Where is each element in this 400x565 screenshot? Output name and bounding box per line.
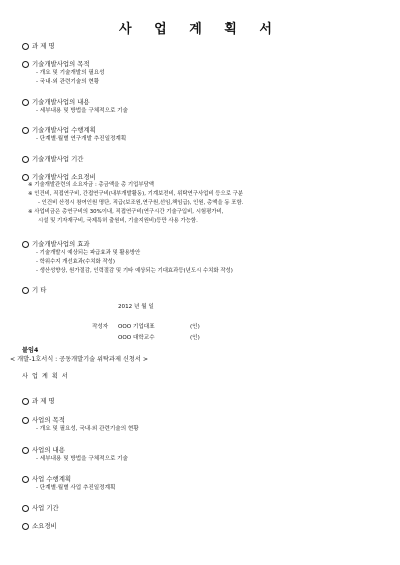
plan2-item: - 단계별·월별 사업 추진일정계획 [36, 485, 116, 491]
attachment-note: < 개발-1호서식 : 공동개발기술 위탁과제 신청서 > [10, 356, 149, 363]
circle-bullet-icon [22, 505, 29, 512]
circle-bullet-icon [22, 156, 29, 163]
circle-bullet-icon [22, 99, 29, 106]
circle-bullet-icon [22, 174, 29, 181]
circle-bullet-icon [22, 287, 29, 294]
cost-line: ※ 기술개발관련의 소요자금 : 총금액을 총 기업부담액 [28, 182, 154, 188]
circle-bullet-icon [22, 523, 29, 530]
plan-item: - 단계별·월별 연구개발 추진일정계획 [36, 136, 127, 142]
section2-purpose: 사업의 목적 [22, 416, 65, 424]
date-line: 2012 년 월 일 [118, 304, 154, 310]
cost-line: ※ 사업비금은 총연구비의 30%이내, 직접연구비(연구시간 기술구입비, 시험평가비, [28, 209, 224, 215]
document-title: 사 업 계 획 서 [119, 22, 281, 37]
circle-bullet-icon [22, 398, 29, 405]
circle-bullet-icon [22, 127, 29, 134]
attachment-label: 붙임4 [22, 347, 39, 354]
effect-line: - 학위수지 개선효과(수치화 작성) [36, 259, 115, 265]
second-title: 사 업 계 획 서 [22, 373, 69, 380]
signer-name: OOO 대학교수 [118, 335, 155, 341]
circle-bullet-icon [22, 447, 29, 454]
seal-mark: (인) [190, 335, 200, 341]
circle-bullet-icon [22, 43, 29, 50]
section-purpose: 기술개발사업의 목적 [22, 60, 90, 68]
section2-plan: 사업 수행계획 [22, 475, 71, 483]
cost-line: ※ 인건비, 직접연구비, 간접연구비(내부개발활동), 기계보전비, 위탁연구사업비 등으로 구분 [28, 191, 244, 197]
effect-line: - 생산성향상, 원가절감, 인력절감 및 기타 예상되는 기대효과등(년도시 수치화 작성) [36, 268, 233, 274]
section-effect: 기술개발사업의 효과 [22, 240, 90, 248]
section2-cost: 소요경비 [22, 522, 57, 530]
section-content: 기술개발사업의 내용 [22, 98, 90, 106]
section-project-name: 과 제 명 [22, 42, 55, 50]
circle-bullet-icon [22, 241, 29, 248]
section-etc: 기 타 [22, 286, 46, 294]
effect-line: - 기술개발시 예상되는 파급효과 및 활용방안 [36, 250, 141, 256]
purpose-item: - 국내·외 관련기술의 현황 [36, 79, 100, 85]
cost-line: - 인건비 산정시 참여인원 명단, 직급(보조원,연구원,선임,책임급), 인원, 총액을 동 포함. [38, 200, 244, 206]
section2-project-name: 과 제 명 [22, 397, 55, 405]
circle-bullet-icon [22, 476, 29, 483]
signer-name: OOO 기업대표 [118, 324, 155, 330]
section-plan: 기술개발사업 수행계획 [22, 126, 96, 134]
circle-bullet-icon [22, 417, 29, 424]
signer-role: 작성자 [92, 324, 109, 330]
section2-period: 사업 기간 [22, 504, 59, 512]
seal-mark: (인) [190, 324, 200, 330]
section-cost: 기술개발사업 소요경비 [22, 173, 96, 181]
purpose2-item: - 개요 및 필요성, 국내·외 관련기술의 현황 [36, 426, 139, 432]
content-item: - 세부내용 및 방법을 구체적으로 기술 [36, 108, 128, 114]
section-period: 기술개발사업 기간 [22, 155, 83, 163]
circle-bullet-icon [22, 61, 29, 68]
content2-item: - 세부내용 및 방법을 구체적으로 기술 [36, 456, 128, 462]
section2-content: 사업의 내용 [22, 446, 65, 454]
cost-line: 시설 및 기자재구비, 국제특허 출원비, 기술지원비)등만 사용 가능함. [38, 218, 198, 224]
purpose-item: - 개요 및 기술개발의 필요성 [36, 70, 105, 76]
